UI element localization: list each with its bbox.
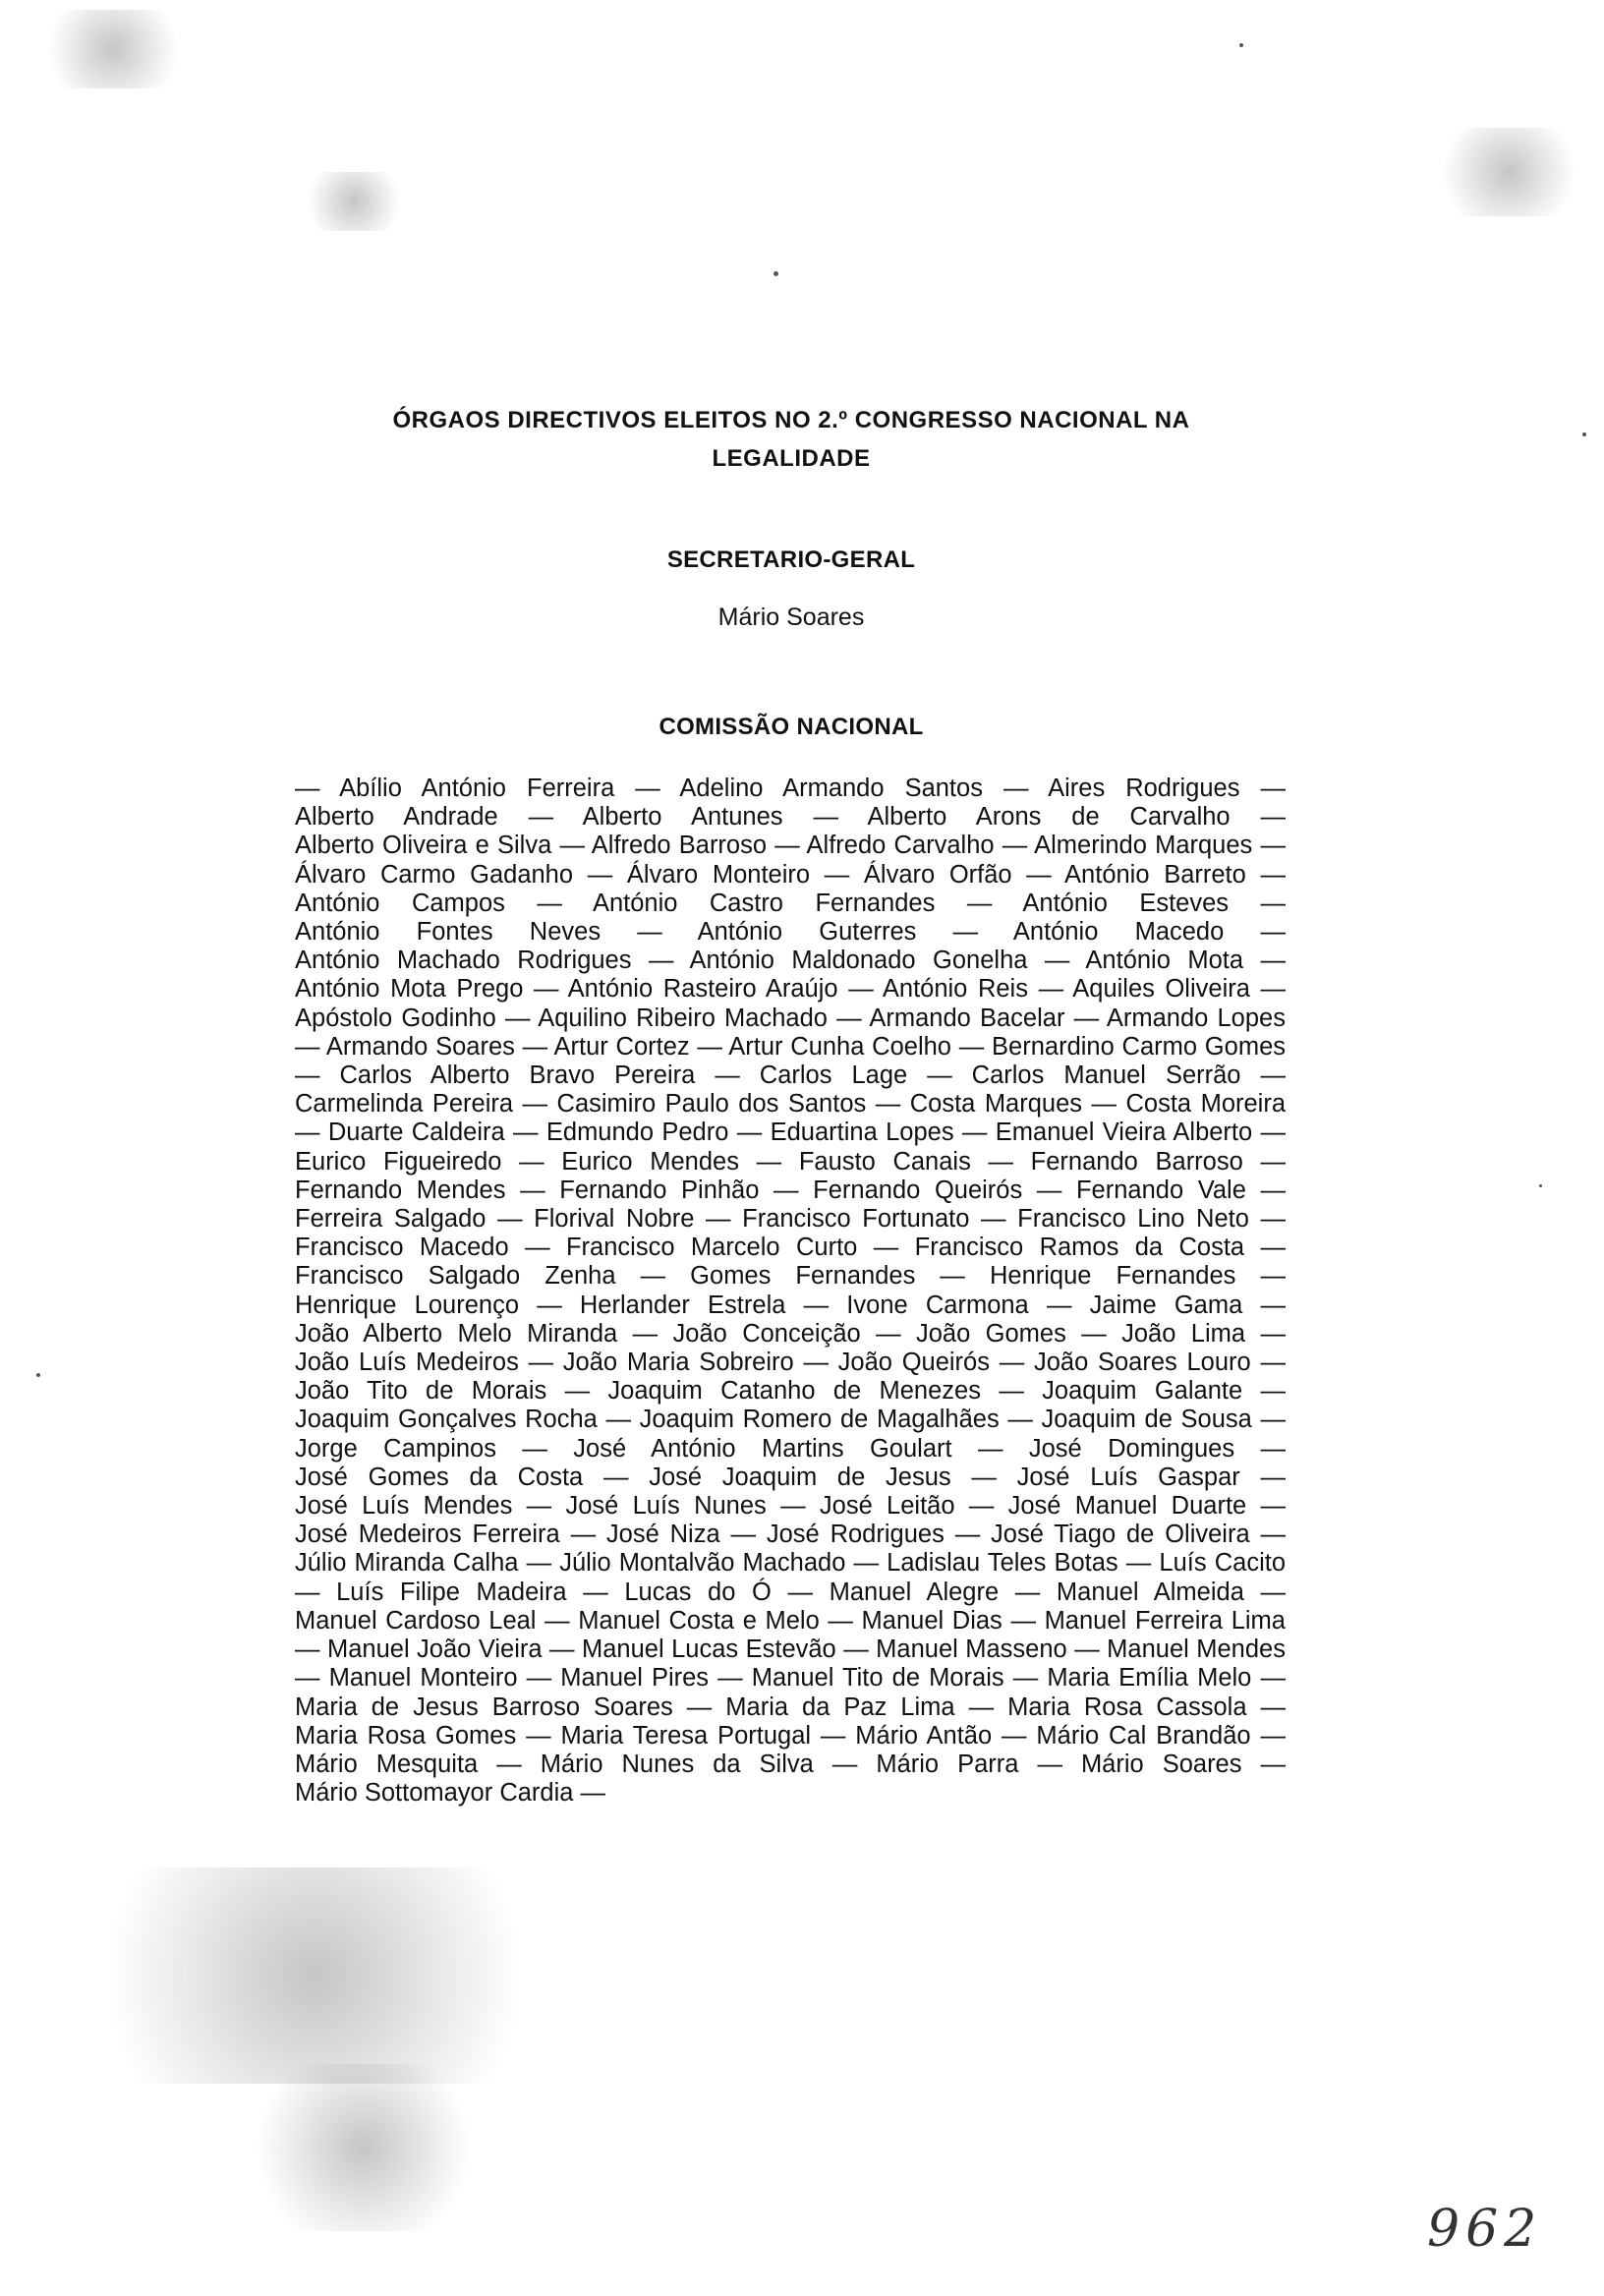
member-separator: — bbox=[968, 1693, 995, 1721]
member-separator: — bbox=[549, 1636, 575, 1664]
member-separator: — bbox=[820, 1721, 846, 1750]
member-name: António Guterres bbox=[697, 918, 917, 947]
member-separator: — bbox=[528, 803, 554, 832]
member-name: Manuel Mendes bbox=[1107, 1636, 1286, 1664]
member-separator: — bbox=[1260, 1291, 1286, 1319]
member-separator: — bbox=[1074, 1636, 1100, 1664]
member-separator: — bbox=[1038, 975, 1064, 1004]
member-separator: — bbox=[1044, 947, 1070, 975]
member-name: Carlos Manuel Serrão bbox=[971, 1062, 1241, 1090]
member-separator: — bbox=[295, 1062, 320, 1090]
member-name: Artur Cortez bbox=[553, 1032, 690, 1061]
member-separator: — bbox=[853, 1549, 880, 1578]
member-name: Maria Rosa Gomes bbox=[295, 1721, 517, 1750]
secretario-geral-name: Mário Soares bbox=[717, 603, 865, 631]
member-separator: — bbox=[583, 1578, 608, 1606]
member-name: Alfredo Carvalho bbox=[806, 832, 995, 860]
member-name: Eurico Figueiredo bbox=[295, 1147, 502, 1176]
member-separator: — bbox=[522, 1434, 547, 1463]
member-name: Ladislau Teles Botas bbox=[887, 1549, 1118, 1578]
member-name: Aires Rodrigues bbox=[1048, 775, 1240, 802]
member-separator: — bbox=[803, 1349, 829, 1377]
member-separator: — bbox=[1046, 1291, 1072, 1319]
member-name: Mário Cal Brandão bbox=[1036, 1721, 1251, 1750]
member-name: Duarte Caldeira bbox=[327, 1119, 505, 1147]
member-separator: — bbox=[526, 1549, 552, 1578]
member-name: Luís Filipe Madeira bbox=[336, 1578, 567, 1606]
member-separator: — bbox=[1014, 1578, 1041, 1606]
member-name: Casimiro Paulo dos Santos bbox=[556, 1090, 867, 1119]
member-name: Almerindo Marques bbox=[1034, 832, 1253, 860]
member-name: Ivone Carmona bbox=[846, 1291, 1029, 1319]
member-name: Carlos Lage bbox=[759, 1062, 908, 1090]
member-separator: — bbox=[295, 1119, 320, 1147]
member-name: João Lima bbox=[1121, 1319, 1246, 1348]
member-name: Alberto Oliveira e Silva bbox=[295, 832, 552, 860]
member-name: Emanuel Vieira Alberto bbox=[995, 1119, 1253, 1147]
member-name: João Tito de Morais bbox=[295, 1377, 547, 1406]
member-separator: — bbox=[1260, 1205, 1287, 1234]
member-name: Lucas do Ó bbox=[624, 1578, 772, 1606]
member-name: Francisco Macedo bbox=[295, 1234, 509, 1262]
member-name: Manuel Masseno bbox=[876, 1636, 1067, 1664]
member-name: Eurico Mendes bbox=[561, 1147, 739, 1176]
member-separator: — bbox=[717, 1664, 743, 1693]
member-separator: — bbox=[1260, 1521, 1286, 1549]
member-separator: — bbox=[736, 1119, 763, 1147]
scan-smudge-top-center bbox=[295, 172, 413, 231]
member-name: António Macedo bbox=[1012, 918, 1225, 947]
member-separator: — bbox=[1007, 1406, 1033, 1434]
member-separator: — bbox=[537, 1291, 562, 1319]
member-separator: — bbox=[522, 1032, 548, 1061]
member-name: Luís Cacito bbox=[1159, 1549, 1287, 1578]
member-separator: — bbox=[1010, 1606, 1036, 1635]
member-separator: — bbox=[697, 1032, 722, 1061]
member-separator: — bbox=[952, 918, 979, 947]
secretario-geral-heading: SECRETARIO-GERAL bbox=[666, 546, 916, 573]
scan-speck bbox=[36, 1373, 40, 1377]
member-separator: — bbox=[1260, 775, 1286, 802]
member-separator: — bbox=[295, 1032, 320, 1061]
member-name: José Niza bbox=[605, 1521, 720, 1549]
member-separator: — bbox=[1073, 1004, 1100, 1032]
member-separator: — bbox=[537, 889, 562, 917]
member-separator: — bbox=[602, 1463, 629, 1491]
member-name: Florival Nobre bbox=[534, 1205, 695, 1234]
member-name: José Luís Nunes bbox=[565, 1492, 767, 1521]
member-name: José Tiago de Oliveira bbox=[991, 1521, 1250, 1549]
document-title-line-2: LEGALIDADE bbox=[712, 445, 871, 472]
member-separator: — bbox=[1260, 1406, 1286, 1434]
member-name: João Alberto Melo Miranda bbox=[295, 1319, 618, 1348]
member-name: Fausto Canais bbox=[798, 1147, 971, 1176]
member-name: Armando Lopes bbox=[1106, 1004, 1286, 1032]
member-separator: — bbox=[1002, 832, 1028, 860]
scan-smudge-top-left bbox=[29, 10, 197, 88]
member-name: António Mota bbox=[1085, 947, 1244, 975]
member-name: Henrique Fernandes bbox=[989, 1262, 1236, 1291]
member-list bbox=[295, 775, 1286, 1808]
member-separator: — bbox=[525, 1234, 550, 1262]
member-name: Carmelinda Pereira bbox=[295, 1090, 514, 1119]
member-separator: — bbox=[528, 1349, 554, 1377]
member-name: Francisco Ramos da Costa bbox=[914, 1234, 1245, 1262]
member-name: Álvaro Carmo Gadanho bbox=[295, 860, 574, 889]
member-separator: — bbox=[1260, 1463, 1286, 1491]
member-separator: — bbox=[640, 1262, 666, 1291]
member-name: Bernardino Carmo Gomes bbox=[992, 1032, 1286, 1061]
member-separator: — bbox=[927, 1062, 952, 1090]
member-separator: — bbox=[295, 1578, 320, 1606]
member-separator: — bbox=[1260, 860, 1286, 889]
member-separator: — bbox=[958, 1032, 985, 1061]
scan-speck bbox=[1582, 432, 1586, 436]
member-name: Joaquim de Sousa bbox=[1041, 1406, 1252, 1434]
member-name: Henrique Lourenço bbox=[295, 1291, 520, 1319]
document-title bbox=[295, 401, 1288, 478]
member-separator: — bbox=[1260, 1062, 1286, 1090]
member-separator: — bbox=[954, 1521, 981, 1549]
member-name: António Esteves bbox=[1022, 889, 1230, 917]
member-name: Maria Rosa Cassola bbox=[1007, 1693, 1247, 1721]
member-name: João Soares Louro bbox=[1033, 1349, 1251, 1377]
member-name: Manuel Dias bbox=[861, 1606, 1002, 1635]
member-separator: — bbox=[977, 1434, 1003, 1463]
scan-speck bbox=[1239, 43, 1243, 47]
member-name: Manuel Cardoso Leal bbox=[295, 1606, 537, 1635]
member-separator: — bbox=[773, 1176, 799, 1204]
member-name: Fernando Barroso bbox=[1030, 1147, 1243, 1176]
member-separator: — bbox=[961, 1119, 988, 1147]
member-name: Costa Moreira bbox=[1125, 1090, 1287, 1119]
member-separator: — bbox=[824, 860, 850, 889]
member-separator: — bbox=[580, 1779, 606, 1808]
member-name: Francisco Lino Neto bbox=[1017, 1205, 1249, 1234]
member-separator: — bbox=[587, 860, 613, 889]
member-name: António Mota Prego bbox=[295, 975, 524, 1004]
member-name: Joaquim Romero de Magalhães bbox=[639, 1406, 1000, 1434]
member-name: Álvaro Monteiro bbox=[626, 860, 811, 889]
member-separator: — bbox=[730, 1521, 757, 1549]
member-name: Alberto Antunes bbox=[582, 803, 783, 832]
member-separator: — bbox=[1260, 1176, 1287, 1204]
member-separator: — bbox=[559, 832, 585, 860]
member-name: Alberto Arons de Carvalho bbox=[867, 803, 1231, 832]
member-name: Manuel Pires bbox=[560, 1664, 710, 1693]
member-name: José Leitão bbox=[819, 1492, 955, 1521]
member-name: José Rodrigues bbox=[766, 1521, 945, 1549]
member-name: José Medeiros Ferreira bbox=[295, 1521, 560, 1549]
member-name: António Fontes Neves bbox=[295, 918, 602, 947]
member-separator: — bbox=[1260, 1119, 1287, 1147]
document-title-line-1: ÓRGAOS DIRECTIVOS ELEITOS NO 2.º CONGRESSO NACIONAL NA bbox=[392, 407, 1190, 433]
scan-smudge-bottom-left-2 bbox=[236, 2064, 491, 2231]
member-name: Maria Emília Melo bbox=[1047, 1664, 1252, 1693]
member-separator: — bbox=[295, 1664, 320, 1693]
member-separator: — bbox=[843, 1636, 869, 1664]
scan-speck bbox=[773, 271, 778, 276]
member-separator: — bbox=[831, 1750, 858, 1778]
member-name: Manuel Monteiro bbox=[328, 1664, 518, 1693]
member-separator: — bbox=[940, 1262, 965, 1291]
member-name: Manuel Alegre bbox=[829, 1578, 1000, 1606]
member-separator: — bbox=[526, 1492, 552, 1521]
member-separator: — bbox=[1260, 1262, 1286, 1291]
member-separator: — bbox=[497, 1205, 523, 1234]
member-name: Maria de Jesus Barroso Soares bbox=[295, 1693, 673, 1721]
member-separator: — bbox=[981, 1205, 1006, 1234]
member-separator: — bbox=[295, 775, 320, 802]
member-separator: — bbox=[1026, 860, 1052, 889]
member-separator: — bbox=[496, 1750, 522, 1778]
member-name: José António Martins Goulart bbox=[573, 1434, 952, 1463]
member-name: Jaime Gama bbox=[1089, 1291, 1243, 1319]
member-name: Mário Soares bbox=[1080, 1750, 1242, 1778]
member-separator: — bbox=[526, 1721, 551, 1750]
member-name: Mário Parra bbox=[876, 1750, 1019, 1778]
member-name: João Maria Sobreiro bbox=[562, 1349, 794, 1377]
member-separator: — bbox=[1012, 1664, 1039, 1693]
member-separator: — bbox=[999, 1349, 1025, 1377]
member-separator: — bbox=[564, 1377, 591, 1406]
member-name: Aquilino Ribeiro Machado bbox=[538, 1004, 828, 1032]
member-name: Fernando Vale bbox=[1075, 1176, 1246, 1204]
member-separator: — bbox=[1260, 1750, 1286, 1778]
member-name: José Luís Gaspar bbox=[1016, 1463, 1240, 1491]
member-separator: — bbox=[533, 975, 559, 1004]
member-name: Maria Teresa Portugal bbox=[560, 1721, 812, 1750]
member-separator: — bbox=[1260, 1377, 1286, 1406]
member-name: Herlander Estrela bbox=[579, 1291, 786, 1319]
member-name: Manuel João Vieira bbox=[326, 1636, 543, 1664]
member-name: Manuel Costa e Melo bbox=[578, 1606, 820, 1635]
member-separator: — bbox=[504, 1004, 531, 1032]
member-separator: — bbox=[1036, 1176, 1062, 1204]
member-separator: — bbox=[686, 1693, 713, 1721]
member-separator: — bbox=[828, 1606, 853, 1635]
member-separator: — bbox=[715, 1062, 740, 1090]
handwritten-page-number: 962 bbox=[1427, 2200, 1543, 2259]
member-name: Carlos Alberto Bravo Pereira bbox=[339, 1062, 696, 1090]
member-separator: — bbox=[848, 975, 874, 1004]
member-name: José Gomes da Costa bbox=[295, 1463, 584, 1491]
member-name: Fernando Queirós bbox=[813, 1176, 1023, 1204]
member-separator: — bbox=[999, 1377, 1024, 1406]
member-name: Fernando Mendes bbox=[295, 1176, 506, 1204]
member-name: Mário Mesquita bbox=[295, 1750, 479, 1778]
member-name: João Conceição bbox=[672, 1319, 861, 1348]
member-name: António Barreto bbox=[1064, 860, 1246, 889]
member-separator: — bbox=[1002, 775, 1029, 802]
member-separator: — bbox=[1260, 1721, 1286, 1750]
member-separator: — bbox=[876, 1319, 901, 1348]
member-separator: — bbox=[1260, 1434, 1286, 1463]
member-name: Joaquim Gonçalves Rocha bbox=[295, 1406, 598, 1434]
scan-speck bbox=[1539, 1184, 1542, 1187]
member-name: Jorge Campinos bbox=[295, 1434, 496, 1463]
member-name: Álvaro Orfão bbox=[863, 860, 1012, 889]
member-name: Júlio Miranda Calha bbox=[295, 1549, 519, 1578]
member-separator: — bbox=[1037, 1750, 1062, 1778]
member-name: António Rasteiro Araújo bbox=[567, 975, 838, 1004]
member-name: Eduartina Lopes bbox=[770, 1119, 954, 1147]
member-name: Alfredo Barroso bbox=[591, 832, 768, 860]
member-separator: — bbox=[1260, 947, 1286, 975]
member-separator: — bbox=[1260, 1319, 1286, 1348]
member-separator: — bbox=[513, 1119, 539, 1147]
member-name: Manuel Ferreira Lima bbox=[1044, 1606, 1286, 1635]
member-separator: — bbox=[1125, 1549, 1152, 1578]
member-separator: — bbox=[1091, 1090, 1117, 1119]
member-separator: — bbox=[1260, 918, 1286, 947]
member-separator: — bbox=[605, 1406, 631, 1434]
member-separator: — bbox=[648, 947, 674, 975]
member-name: Armando Bacelar bbox=[869, 1004, 1065, 1032]
member-name: Francisco Salgado Zenha bbox=[295, 1262, 616, 1291]
member-name: Edmundo Pedro bbox=[545, 1119, 729, 1147]
member-name: Apóstolo Godinho bbox=[295, 1004, 496, 1032]
member-separator: — bbox=[295, 1636, 320, 1664]
member-separator: — bbox=[1260, 889, 1287, 917]
member-name: Abílio António Ferreira bbox=[339, 775, 615, 802]
member-name: Manuel Almeida bbox=[1056, 1578, 1244, 1606]
member-separator: — bbox=[836, 1004, 862, 1032]
member-name: Alberto Andrade bbox=[295, 803, 498, 832]
member-separator: — bbox=[635, 775, 660, 802]
scan-smudge-top-right bbox=[1425, 128, 1592, 216]
member-name: Fernando Pinhão bbox=[559, 1176, 760, 1204]
member-separator: — bbox=[519, 1147, 544, 1176]
member-separator: — bbox=[780, 1492, 806, 1521]
member-separator: — bbox=[1260, 1234, 1287, 1262]
member-separator: — bbox=[544, 1606, 570, 1635]
member-name: António Campos bbox=[295, 889, 505, 917]
member-separator: — bbox=[1260, 1349, 1286, 1377]
member-separator: — bbox=[1260, 1693, 1287, 1721]
member-name: José Manuel Duarte bbox=[1007, 1492, 1247, 1521]
member-separator: — bbox=[774, 832, 800, 860]
member-separator: — bbox=[526, 1664, 552, 1693]
member-separator: — bbox=[813, 803, 838, 832]
member-name: Aquiles Oliveira bbox=[1072, 975, 1250, 1004]
scan-smudge-bottom-left bbox=[39, 1867, 590, 2084]
member-name: João Gomes bbox=[915, 1319, 1066, 1348]
member-separator: — bbox=[787, 1578, 813, 1606]
member-name: Armando Soares bbox=[325, 1032, 515, 1061]
member-name: João Queirós bbox=[837, 1349, 990, 1377]
member-separator: — bbox=[971, 1463, 997, 1491]
member-name: Manuel Tito de Morais bbox=[751, 1664, 1004, 1693]
member-name: António Castro Fernandes bbox=[592, 889, 936, 917]
member-separator: — bbox=[803, 1291, 830, 1319]
member-name: António Reis bbox=[882, 975, 1028, 1004]
member-separator: — bbox=[756, 1147, 782, 1176]
member-name: Francisco Marcelo Curto bbox=[565, 1234, 858, 1262]
member-separator: — bbox=[570, 1521, 597, 1549]
member-name: Mário Antão bbox=[855, 1721, 993, 1750]
member-separator: — bbox=[706, 1205, 731, 1234]
member-separator: — bbox=[1260, 1147, 1286, 1176]
member-name: Maria da Paz Lima bbox=[725, 1693, 955, 1721]
member-separator: — bbox=[520, 1176, 545, 1204]
member-separator: — bbox=[1260, 803, 1287, 832]
member-separator: — bbox=[1081, 1319, 1107, 1348]
member-separator: — bbox=[522, 1090, 548, 1119]
member-separator: — bbox=[875, 1090, 901, 1119]
member-separator: — bbox=[1260, 1664, 1286, 1693]
member-separator: — bbox=[873, 1234, 899, 1262]
member-name: Manuel Lucas Estevão bbox=[582, 1636, 836, 1664]
member-name: Francisco Fortunato bbox=[742, 1205, 970, 1234]
member-name: Artur Cunha Coelho bbox=[728, 1032, 951, 1061]
member-name: Joaquim Catanho de Menezes bbox=[607, 1377, 981, 1406]
member-separator: — bbox=[966, 889, 993, 917]
member-name: Ferreira Salgado bbox=[295, 1205, 487, 1234]
member-name: José Domingues bbox=[1028, 1434, 1235, 1463]
member-name: Adelino Armando Santos bbox=[679, 775, 983, 802]
member-name: João Luís Medeiros bbox=[295, 1349, 519, 1377]
member-name: António Machado Rodrigues bbox=[295, 947, 632, 975]
member-separator: — bbox=[637, 918, 662, 947]
member-name: Gomes Fernandes bbox=[690, 1262, 916, 1291]
member-name: Mário Sottomayor Cardia bbox=[295, 1779, 574, 1808]
member-name: Mário Nunes da Silva bbox=[540, 1750, 814, 1778]
member-separator: — bbox=[1260, 832, 1286, 860]
member-name: António Maldonado Gonelha bbox=[689, 947, 1028, 975]
member-separator: — bbox=[968, 1492, 995, 1521]
member-separator: — bbox=[1260, 975, 1286, 1004]
member-separator: — bbox=[988, 1147, 1013, 1176]
member-name: Costa Marques bbox=[909, 1090, 1083, 1119]
member-separator: — bbox=[1002, 1721, 1027, 1750]
member-name: Joaquim Galante bbox=[1042, 1377, 1243, 1406]
member-separator: — bbox=[1260, 1578, 1287, 1606]
member-name: Júlio Montalvão Machado bbox=[559, 1549, 846, 1578]
comissao-nacional-heading: COMISSÃO NACIONAL bbox=[659, 714, 924, 740]
member-separator: — bbox=[1260, 1492, 1287, 1521]
member-name: José Luís Mendes bbox=[295, 1492, 513, 1521]
member-name: José Joaquim de Jesus bbox=[649, 1463, 951, 1491]
member-separator: — bbox=[632, 1319, 659, 1348]
